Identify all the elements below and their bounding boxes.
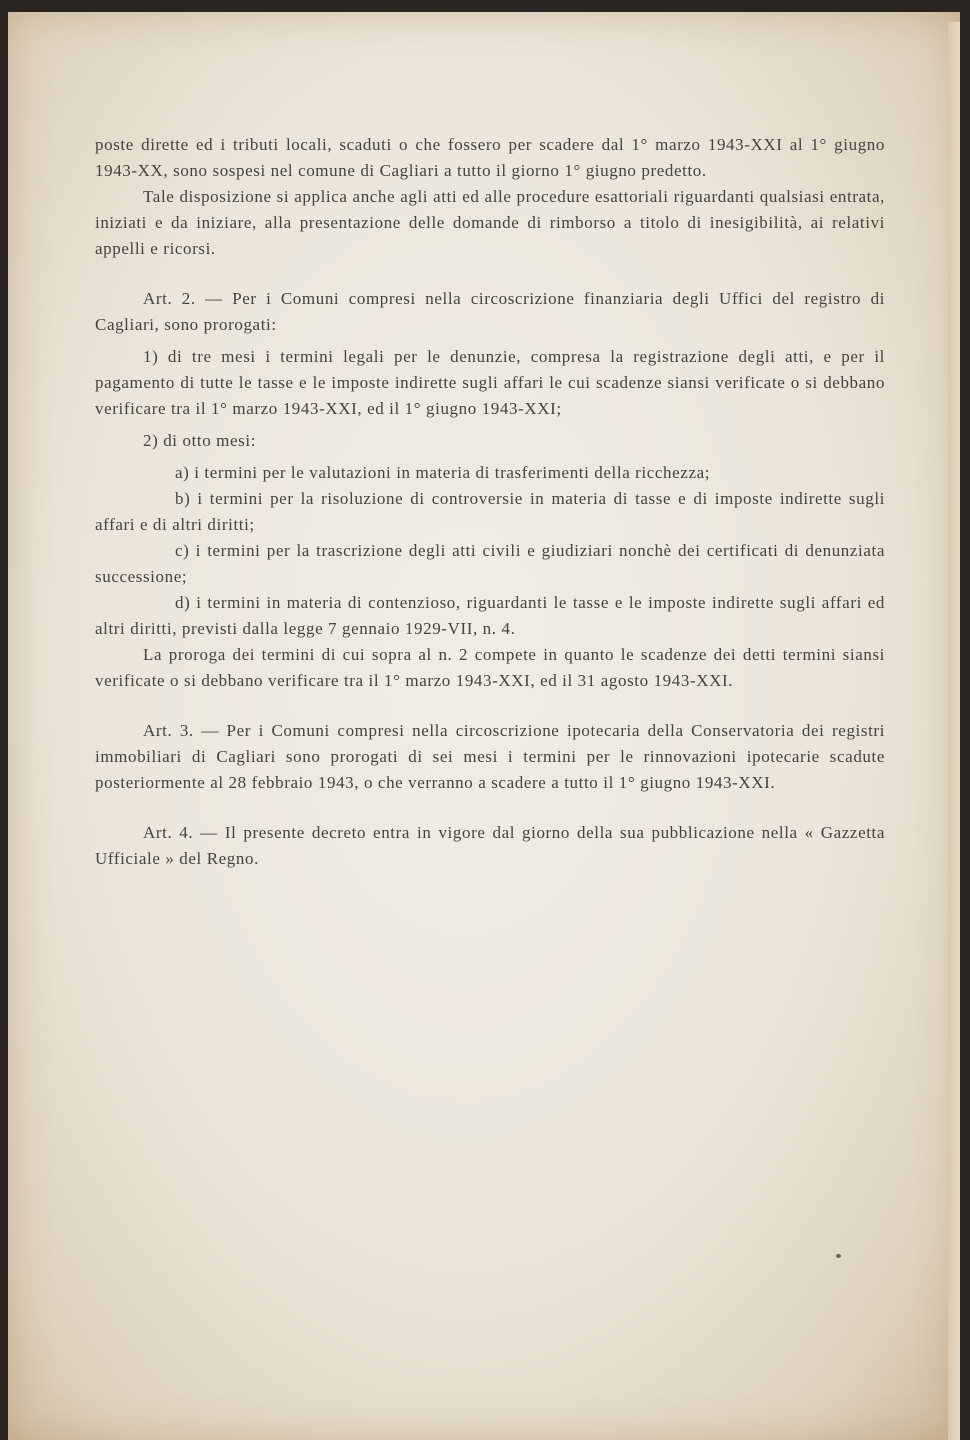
article-2-proroga: La proroga dei termini di cui sopra al n. 2 compete in quanto le scadenze dei detti termini siansi verificate o si debbano verificare tra il 1° marzo 1943-XXI, ed il 31 agosto 1943-XXI.: [95, 645, 885, 690]
ink-speck: [836, 1254, 841, 1258]
article-2-item-2: 2) di otto mesi:: [143, 431, 257, 450]
article-2-item-d: d) i termini in materia di contenzioso, riguardanti le tasse e le imposte indirette sugli affari ed altri diritti, previsti dalla legge 7 gennaio 1929-VII, n. 4.: [95, 593, 885, 638]
document-page: [8, 12, 960, 1440]
article-2-item-c: c) i termini per la trascrizione degli atti civili e giudiziari nonchè dei certificati di denunziata successione;: [95, 541, 885, 586]
spacer: [95, 262, 885, 286]
article-4: Art. 4. — Il presente decreto entra in vigore dal giorno della sua pubblicazione nella « Gazzetta Ufficiale » del Regno.: [95, 823, 885, 868]
article-2-intro: Art. 2. — Per i Comuni compresi nella circoscrizione finanziaria degli Uffici del registro di Cagliari, sono prorogati:: [95, 289, 885, 334]
spacer: [95, 796, 885, 820]
paragraph-tale: Tale disposizione si applica anche agli atti ed alle procedure esattoriali riguardanti qualsiasi entrata, iniziati e da iniziare, alla presentazione delle domande di rimborso a titolo di inesigibilità, ai relativi appelli e ricorsi.: [95, 187, 885, 258]
article-2-item-a: a) i termini per le valutazioni in materia di trasferimenti della ricchezza;: [175, 463, 711, 482]
article-2-item-b: b) i termini per la risoluzione di controversie in materia di tasse e di imposte indirette sugli affari e di altri diritti;: [95, 489, 885, 534]
document-body: [95, 132, 885, 872]
article-2-item-1: 1) di tre mesi i termini legali per le denunzie, compresa la registrazione degli atti, e per il pagamento di tutte le tasse e le imposte indirette sugli affari le cui scadenze siansi verificate o si debbano verificare tra il 1° marzo 1943-XXI, ed il 1° giugno 1943-XXI;: [95, 347, 885, 418]
paragraph-intro: poste dirette ed i tributi locali, scaduti o che fossero per scadere dal 1° marzo 1943-XXI al 1° giugno 1943-XX, sono sospesi nel comune di Cagliari a tutto il giorno 1° giugno predetto.: [95, 135, 885, 180]
spacer: [95, 694, 885, 718]
article-3: Art. 3. — Per i Comuni compresi nella circoscrizione ipotecaria della Conservatoria dei registri immobiliari di Cagliari sono prorogati di sei mesi i termini per le rinnovazioni ipotecarie scadute posteriormente al 28 febbraio 1943, o che verranno a scadere a tutto il 1° giugno 1943-XXI.: [95, 721, 885, 792]
page-edge: [948, 22, 960, 1440]
